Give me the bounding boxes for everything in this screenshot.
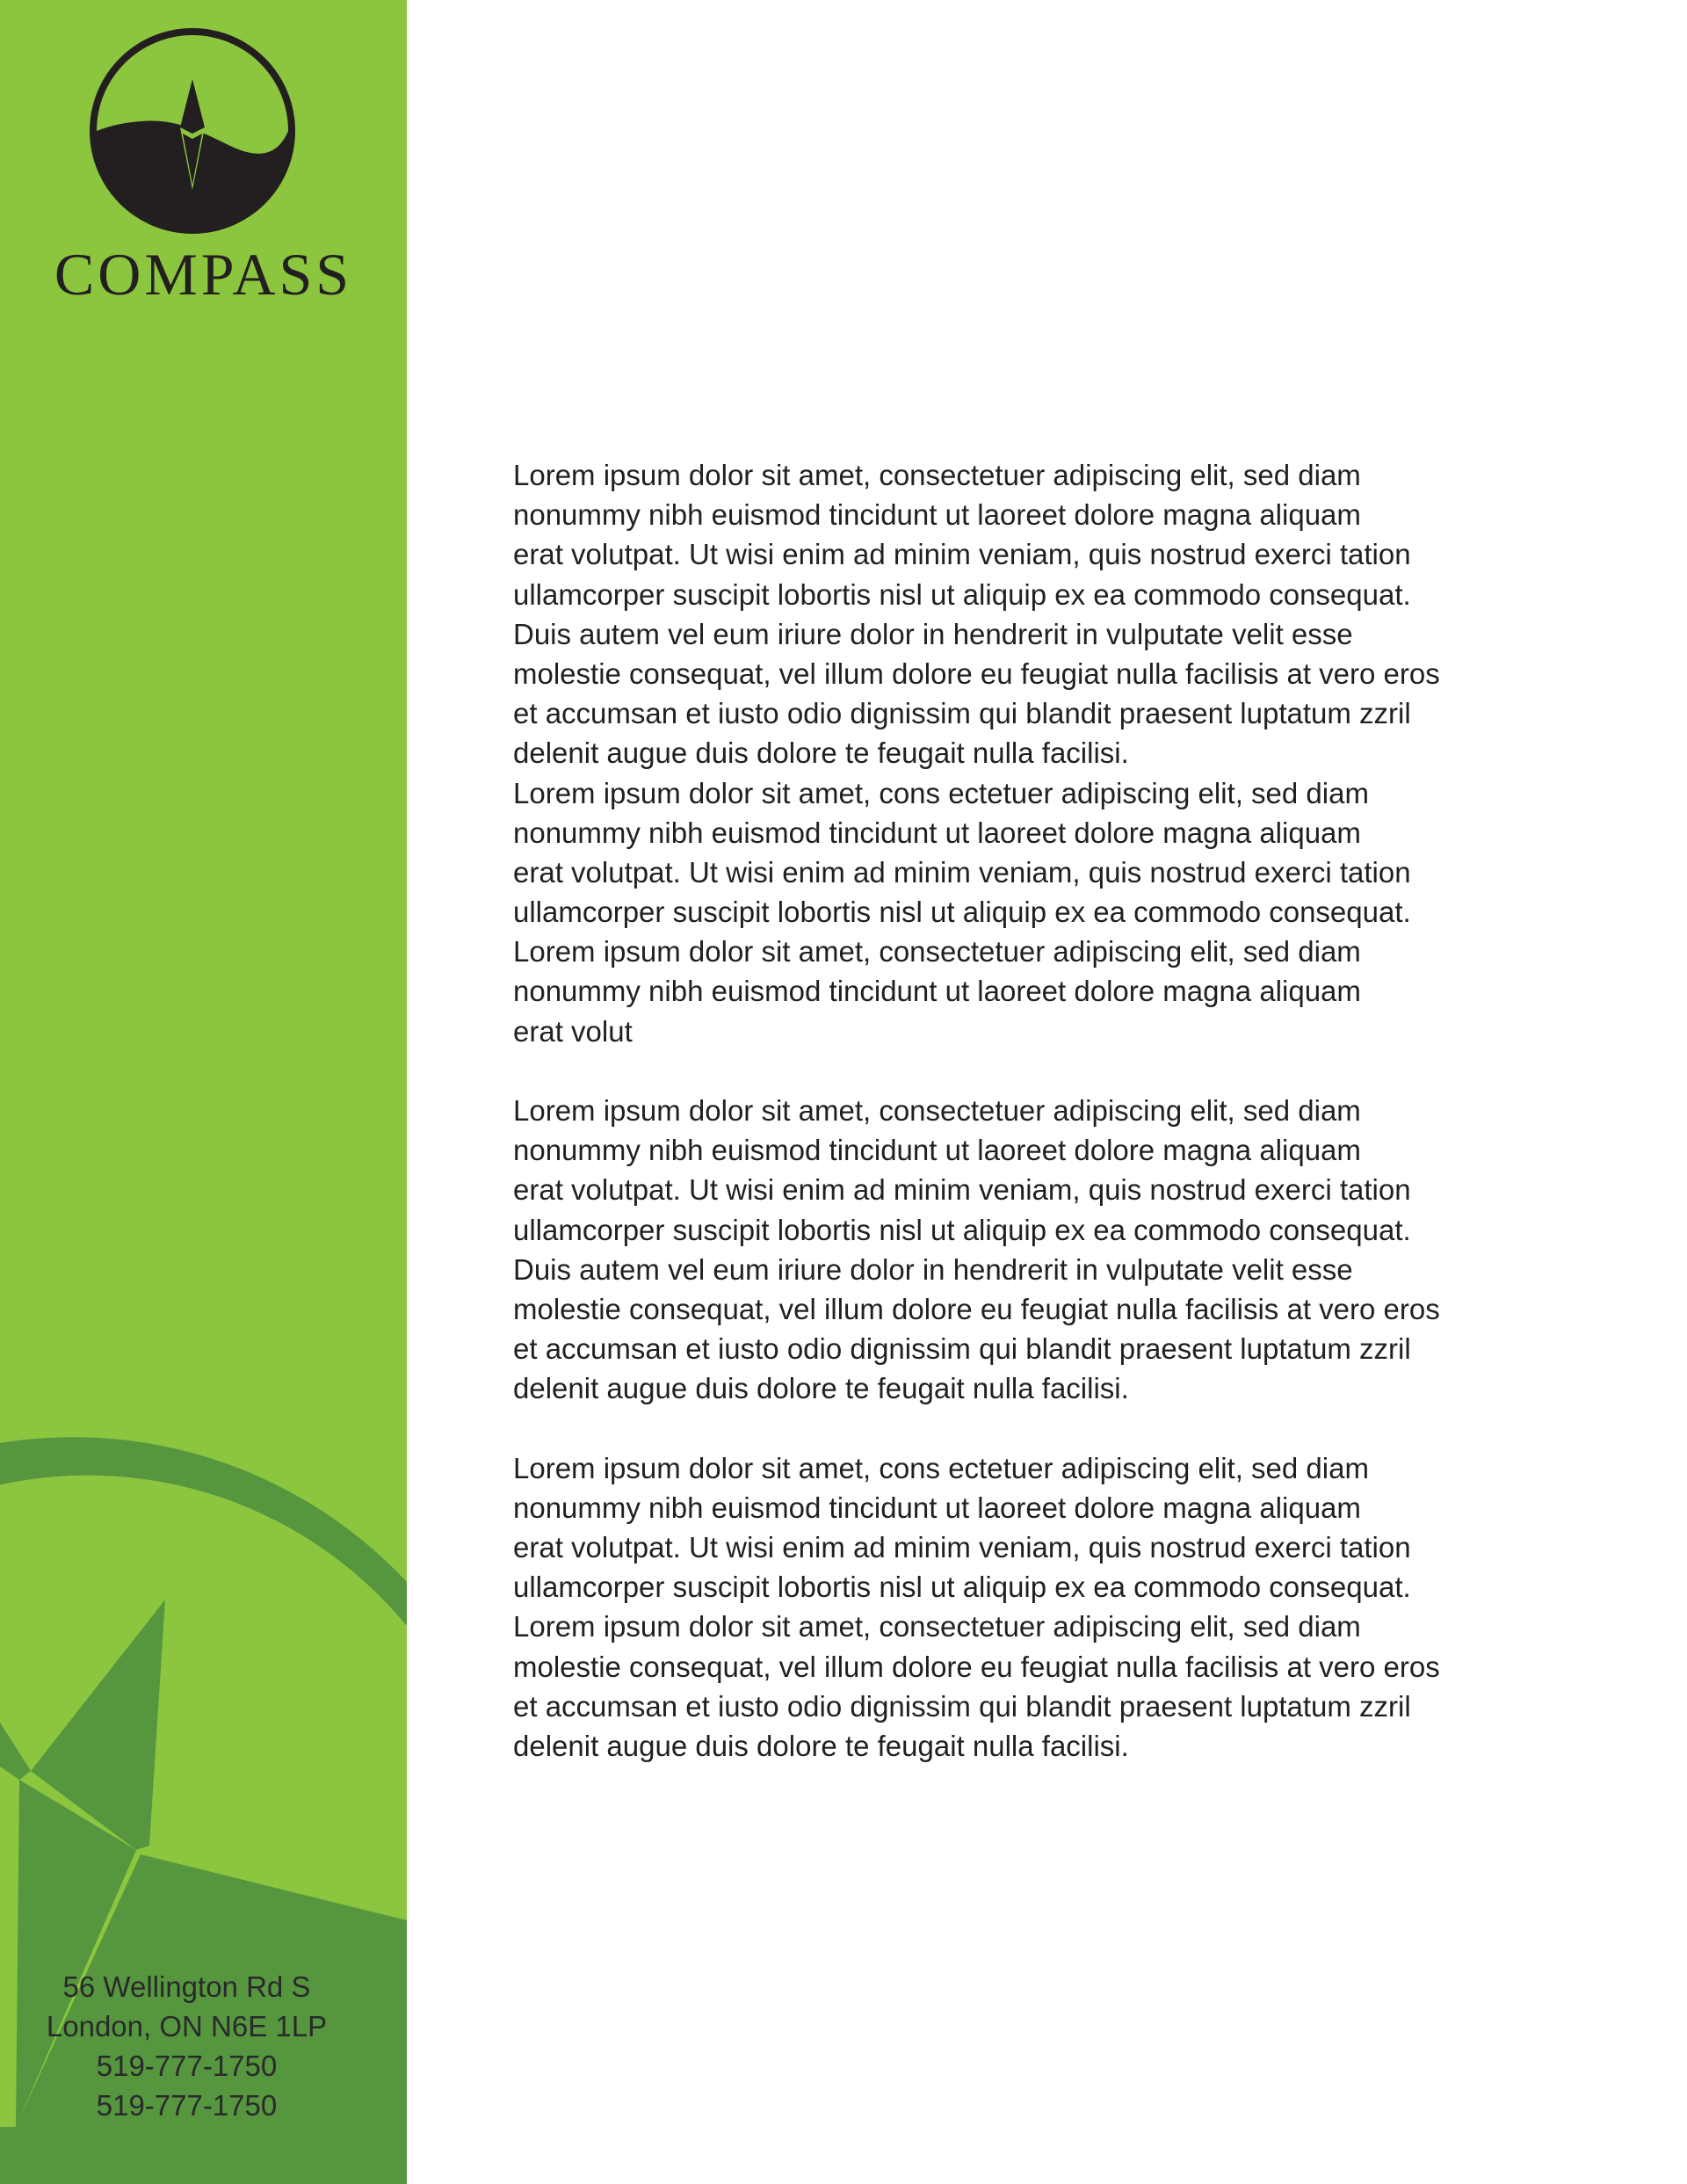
- text-line: erat volut: [513, 1014, 633, 1048]
- text-line: nonummy nibh euismod tincidunt ut laoreet dolore magna aliquam: [513, 1491, 1361, 1524]
- text-line: ullamcorper suscipit lobortis nisl ut aliquip ex ea commodo consequat.: [513, 1571, 1411, 1604]
- text-line: Duis autem vel eum iriure dolor in hendrerit in vulputate velit esse: [513, 1252, 1353, 1286]
- contact-block: [0, 1967, 373, 2125]
- text-line: delenit augue duis dolore te feugait nulla facilisi.: [513, 736, 1129, 770]
- text-line: Lorem ipsum dolor sit amet, consectetuer adipiscing elit, sed diam: [513, 459, 1361, 491]
- text-line: nonummy nibh euismod tincidunt ut laoreet dolore magna aliquam: [513, 1134, 1361, 1167]
- address-line-1: 56 Wellington Rd S: [62, 1970, 311, 2003]
- text-line: et accumsan et iusto odio dignissim qui blandit praesent luptatum zzril: [513, 1689, 1411, 1723]
- text-line: Lorem ipsum dolor sit amet, consectetuer adipiscing elit, sed diam: [513, 1610, 1361, 1643]
- text-line: ullamcorper suscipit lobortis nisl ut aliquip ex ea commodo consequat.: [513, 896, 1411, 929]
- text-line: Duis autem vel eum iriure dolor in hendrerit in vulputate velit esse: [513, 617, 1353, 650]
- text-line: Lorem ipsum dolor sit amet, cons ectetuer adipiscing elit, sed diam: [513, 1451, 1369, 1484]
- brand-name: COMPASS: [54, 241, 353, 308]
- text-line: erat volutpat. Ut wisi enim ad minim veniam, quis nostrud exerci tation: [513, 1173, 1411, 1207]
- address-line-2: London, ON N6E 1LP: [46, 2010, 328, 2043]
- text-line: ullamcorper suscipit lobortis nisl ut aliquip ex ea commodo consequat.: [513, 1213, 1411, 1246]
- text-line: ullamcorper suscipit lobortis nisl ut aliquip ex ea commodo consequat.: [513, 577, 1411, 611]
- text-line: Lorem ipsum dolor sit amet, consectetuer adipiscing elit, sed diam: [513, 935, 1361, 969]
- text-line: delenit augue duis dolore te feugait nulla facilisi.: [513, 1372, 1129, 1405]
- text-line: nonummy nibh euismod tincidunt ut laoreet dolore magna aliquam: [513, 498, 1361, 532]
- text-line: molestie consequat, vel illum dolore eu feugiat nulla facilisis at vero eros: [513, 657, 1440, 690]
- phone-1: 519-777-1750: [96, 2050, 278, 2082]
- paragraph-3: [513, 1448, 1524, 1767]
- text-line: erat volutpat. Ut wisi enim ad minim veniam, quis nostrud exerci tation: [513, 538, 1411, 571]
- text-line: molestie consequat, vel illum dolore eu feugiat nulla facilisis at vero eros: [513, 1292, 1440, 1325]
- paragraph-2: [513, 1091, 1524, 1409]
- text-line: Lorem ipsum dolor sit amet, cons ectetuer adipiscing elit, sed diam: [513, 776, 1369, 809]
- paragraph-1: [513, 455, 1524, 1051]
- paragraph-gap: [513, 1051, 1524, 1091]
- phone-2: 519-777-1750: [96, 2089, 278, 2122]
- text-line: delenit augue duis dolore te feugait nulla facilisi.: [513, 1730, 1129, 1762]
- text-line: nonummy nibh euismod tincidunt ut laoreet dolore magna aliquam: [513, 975, 1361, 1008]
- green-sidebar: [0, 0, 407, 2184]
- text-line: erat volutpat. Ut wisi enim ad minim veniam, quis nostrud exerci tation: [513, 1531, 1411, 1564]
- text-line: Lorem ipsum dolor sit amet, consectetuer adipiscing elit, sed diam: [513, 1094, 1361, 1127]
- text-line: nonummy nibh euismod tincidunt ut laoreet dolore magna aliquam: [513, 816, 1361, 849]
- compass-watermark-icon: [0, 0, 407, 2184]
- letter-body: [513, 455, 1524, 1766]
- text-line: et accumsan et iusto odio dignissim qui blandit praesent luptatum zzril: [513, 1332, 1411, 1366]
- text-line: molestie consequat, vel illum dolore eu feugiat nulla facilisis at vero eros: [513, 1650, 1440, 1683]
- compass-logo-icon: [88, 26, 297, 236]
- text-line: et accumsan et iusto odio dignissim qui blandit praesent luptatum zzril: [513, 697, 1411, 730]
- text-line: erat volutpat. Ut wisi enim ad minim veniam, quis nostrud exerci tation: [513, 855, 1411, 889]
- paragraph-gap: [513, 1409, 1524, 1448]
